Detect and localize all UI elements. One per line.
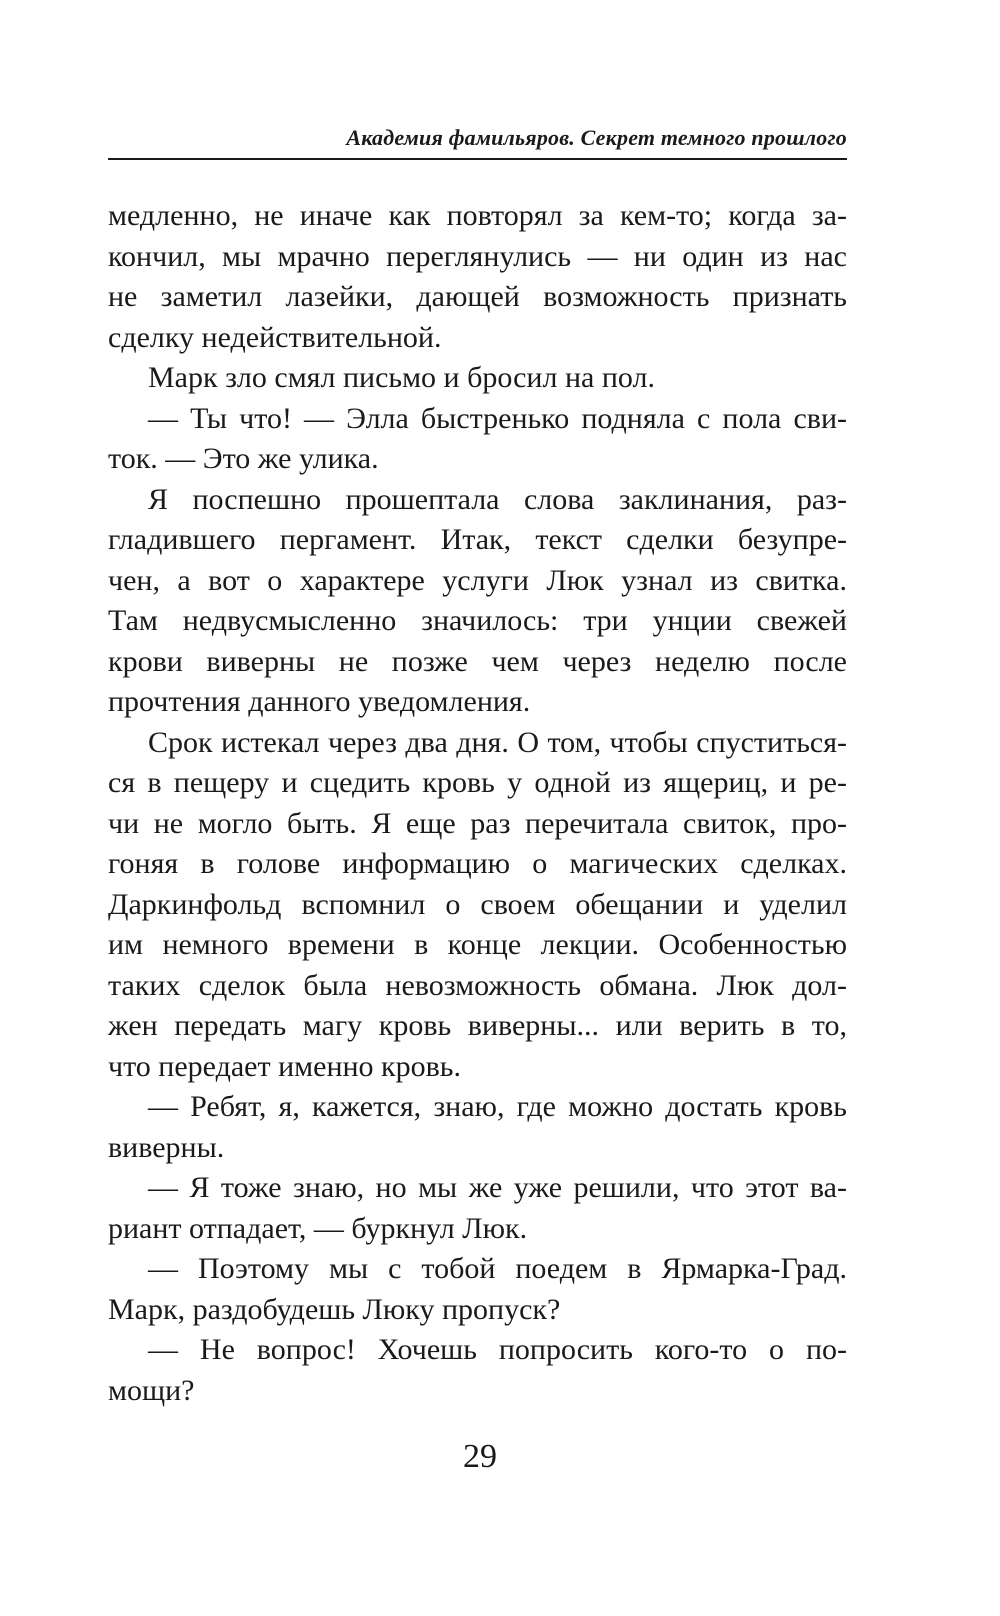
- text-line: чи не могло быть. Я еще раз перечитала свиток, про-: [108, 806, 847, 840]
- text-line: что передает именно кровь.: [108, 1049, 461, 1083]
- text-line: гоняя в голове информацию о магических сделках.: [108, 847, 847, 880]
- text-line: Даркинфольд вспомнил о своем обещании и уделил: [108, 887, 847, 921]
- header-rule: [108, 158, 847, 160]
- text-line: риант отпадает, — буркнул Люк.: [108, 1211, 528, 1245]
- text-line: Марк зло смял письмо и бросил на пол.: [148, 361, 655, 394]
- text-line: прочтения данного уведомления.: [108, 685, 531, 718]
- text-line: Я поспешно прошептала слова заклинания, раз-: [148, 482, 847, 516]
- text-line: Там недвусмысленно значилось: три унции свежей: [108, 604, 847, 637]
- text-line: гладившего пергамент. Итак, текст сделки безупре-: [108, 523, 847, 556]
- text-line: им немного времени в конце лекции. Особенностью: [108, 928, 847, 961]
- text-line: таких сделок была невозможность обмана. Люк дол-: [108, 968, 847, 1002]
- text-line: мощи?: [108, 1373, 195, 1407]
- text-line: кончил, мы мрачно переглянулись — ни один из нас: [108, 239, 847, 273]
- page-number: 29: [463, 1438, 497, 1475]
- text-line: сделку недействительной.: [108, 320, 442, 354]
- text-line: — Я тоже знаю, но мы же уже решили, что этот ва-: [148, 1171, 847, 1204]
- text-line: чен, а вот о характере услуги Люк узнал из свитка.: [108, 563, 847, 597]
- text-line: — Не вопрос! Хочешь попросить кого-то о по-: [148, 1333, 847, 1366]
- text-line: ток. — Это же улика.: [108, 442, 379, 475]
- text-line: не заметил лазейки, дающей возможность признать: [108, 280, 847, 313]
- text-line: виверны.: [108, 1130, 225, 1164]
- text-line: — Ребят, я, кажется, знаю, где можно достать кровь: [148, 1090, 847, 1123]
- text-line: — Поэтому мы с тобой поедем в Ярмарка-Град.: [148, 1252, 847, 1285]
- text-line: крови виверны не позже чем через неделю после: [108, 644, 847, 678]
- text-line: Срок истекал через два дня. О том, чтобы спуститься-: [148, 725, 847, 759]
- text-line: Марк, раздобудешь Люку пропуск?: [108, 1292, 561, 1326]
- running-head: Академия фамильяров. Секрет темного прошлого: [346, 125, 847, 150]
- text-line: ся в пещеру и сцедить кровь у одной из ящериц, и ре-: [108, 766, 847, 799]
- body-text: [108, 196, 847, 1411]
- text-line: — Ты что! — Элла быстренько подняла с пола сви-: [148, 401, 847, 435]
- text-line: медленно, не иначе как повторял за кем-то; когда за-: [108, 199, 847, 232]
- text-line: жен передать магу кровь виверны... или верить в то,: [108, 1009, 847, 1042]
